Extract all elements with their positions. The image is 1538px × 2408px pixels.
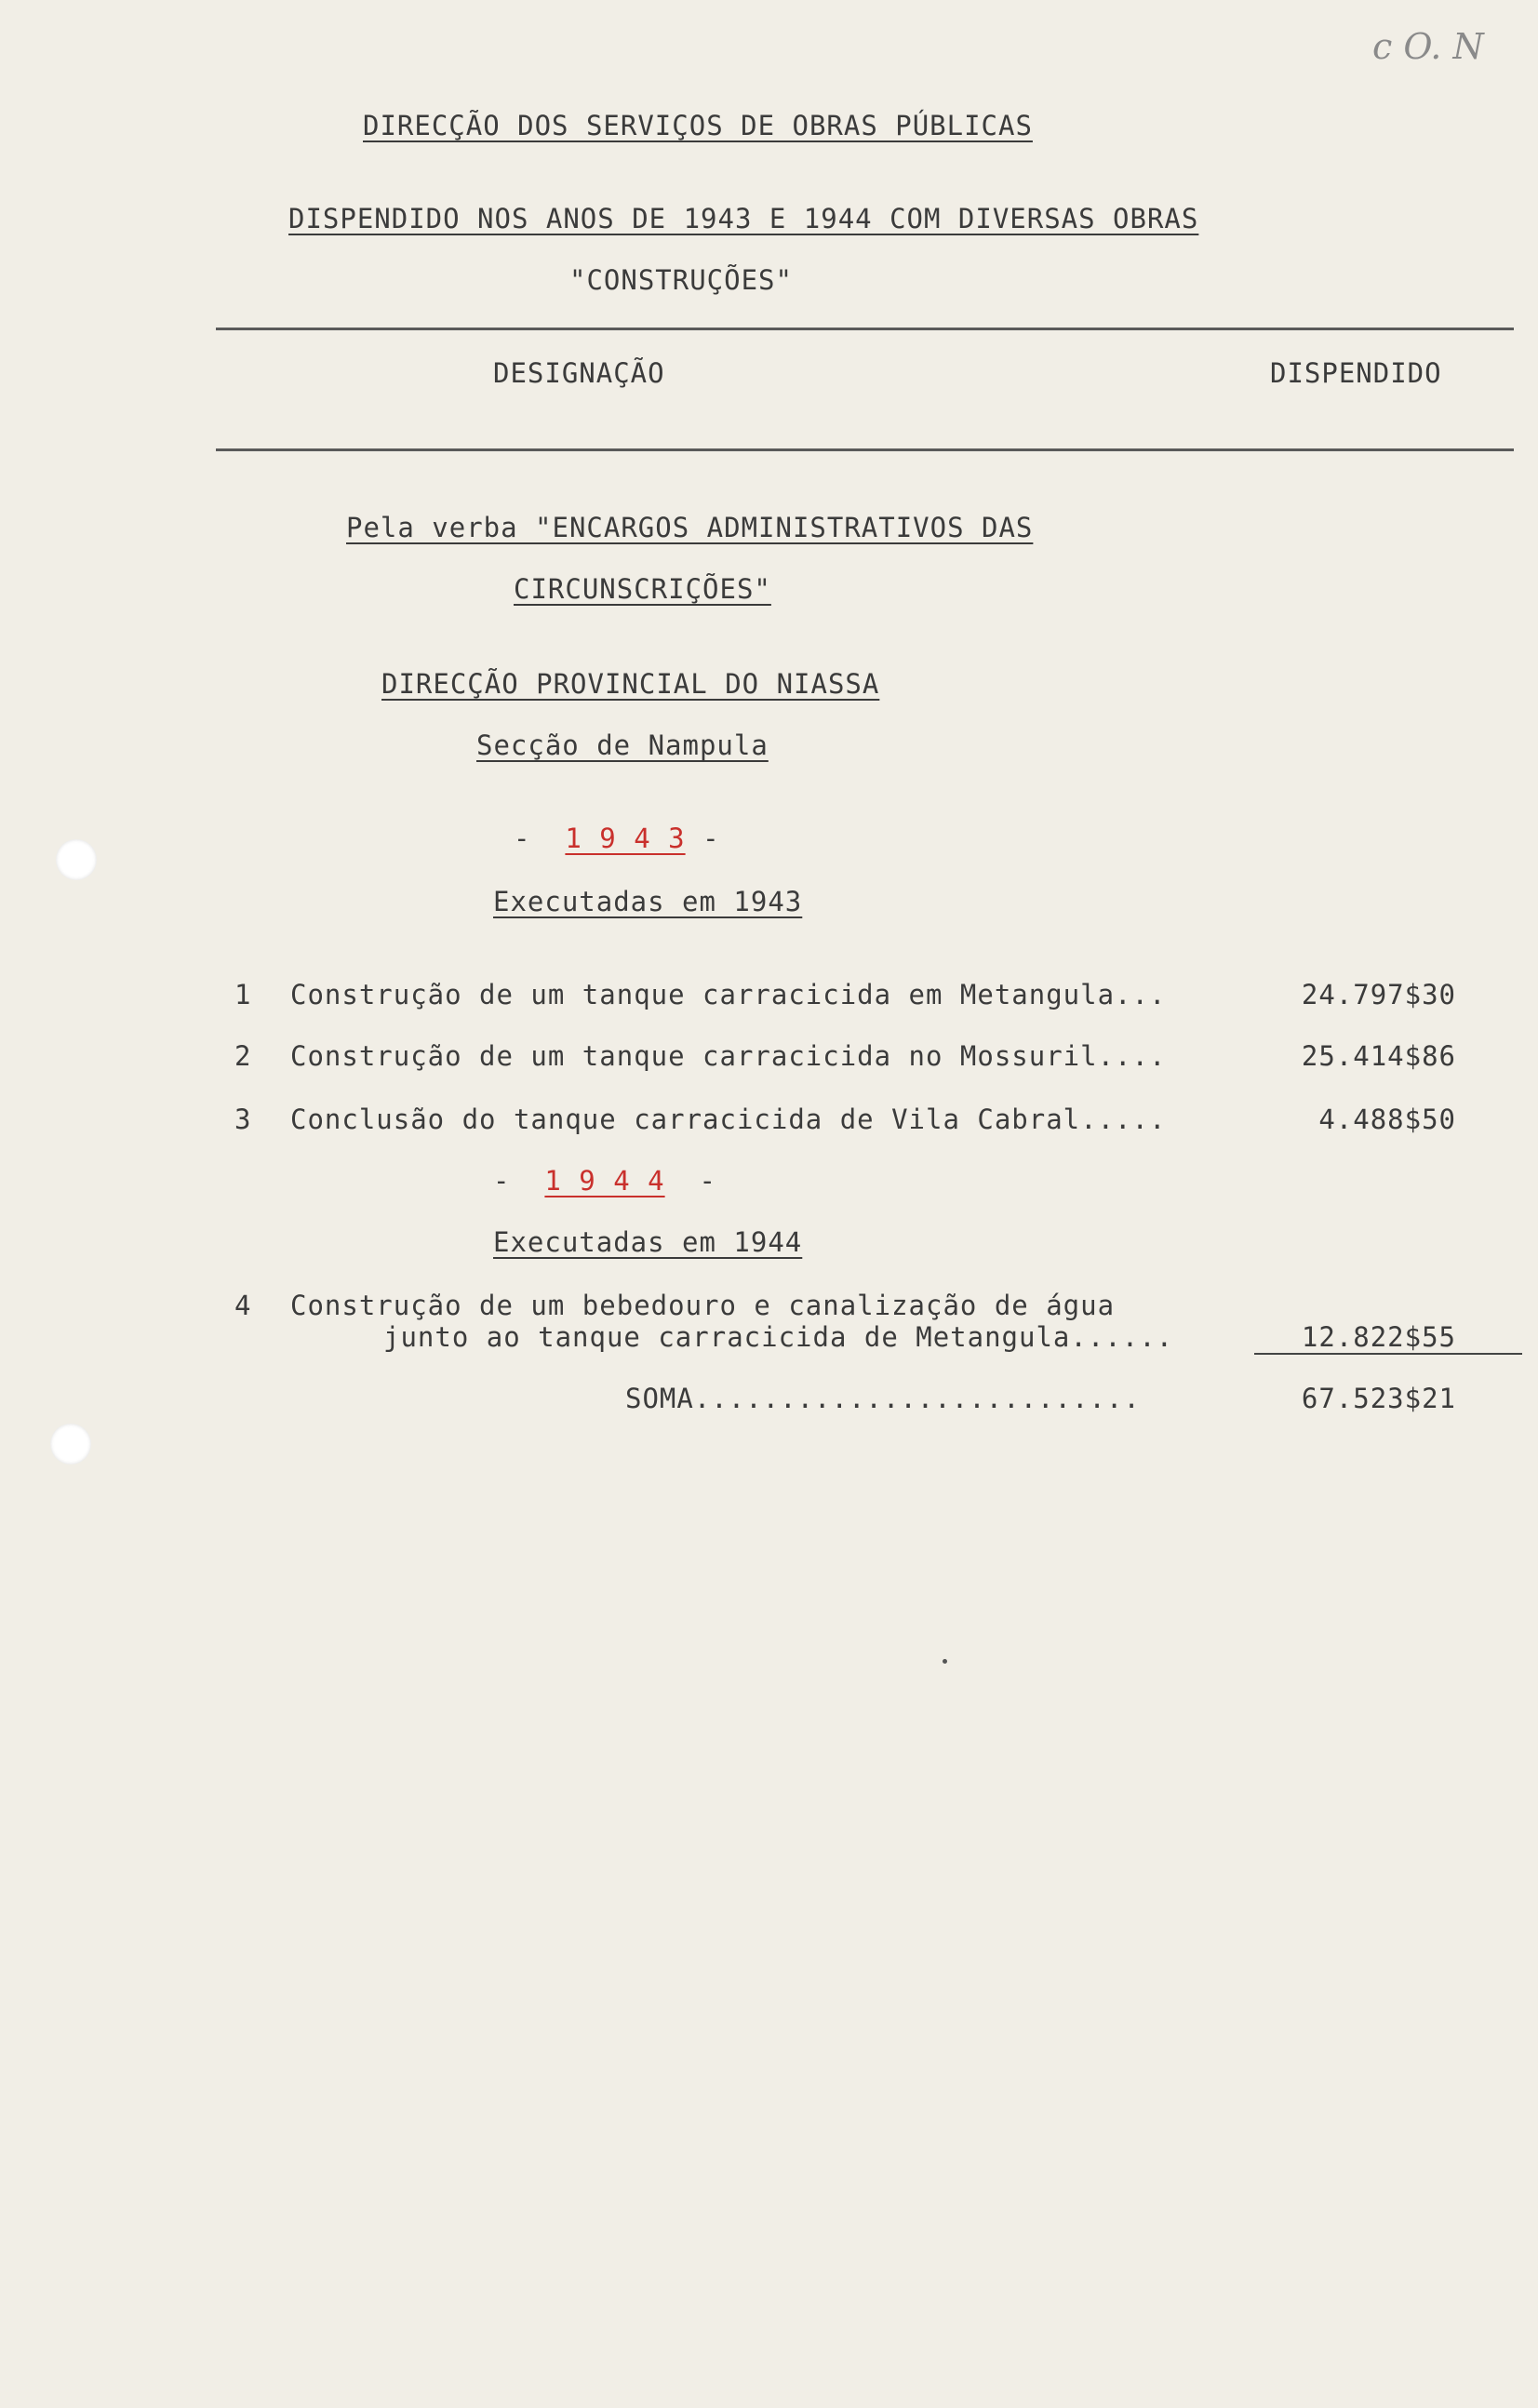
ink-speck <box>943 1659 947 1664</box>
item-amount: 4.488$50 <box>1318 1104 1456 1135</box>
item-description-line2: junto ao tanque carracicida de Metangula...... <box>383 1321 1174 1353</box>
item-amount: 24.797$30 <box>1301 979 1456 1010</box>
item-number: 4 <box>234 1290 252 1321</box>
item-number: 2 <box>234 1040 252 1072</box>
verba-line1: Pela verba "ENCARGOS ADMINISTRATIVOS DAS <box>346 512 1034 543</box>
column-header-dispendido: DISPENDIDO <box>1270 357 1442 389</box>
item-description-line1: Construção de um bebedouro e canalização de água <box>290 1290 1116 1321</box>
year-1943-heading: - 1 9 4 3 - <box>514 823 720 854</box>
heading-line1: DIRECÇÃO DOS SERVIÇOS DE OBRAS PÚBLICAS <box>363 110 1033 141</box>
executadas-1944: Executadas em 1944 <box>493 1226 803 1258</box>
header-rule-bottom <box>216 448 1514 451</box>
year-1944: 1 9 4 4 <box>544 1165 665 1197</box>
heading-line2: DISPENDIDO NOS ANOS DE 1943 E 1944 COM DIVERSAS OBRAS <box>288 203 1199 234</box>
item-amount: 25.414$86 <box>1301 1040 1456 1072</box>
header-rule-top <box>216 328 1514 330</box>
item-number: 1 <box>234 979 252 1010</box>
item-description: Construção de um tanque carracicida no Mossuril.... <box>290 1040 1167 1072</box>
soma-amount: 67.523$21 <box>1301 1383 1456 1414</box>
punch-hole-bottom <box>50 1424 91 1465</box>
column-header-designacao: DESIGNAÇÃO <box>493 357 665 389</box>
item-amount: 12.822$55 <box>1301 1321 1456 1353</box>
soma-label: SOMA.......................... <box>625 1383 1141 1414</box>
verba-line2: CIRCUNSCRIÇÕES" <box>514 573 771 605</box>
item-description: Construção de um tanque carracicida em Metangula... <box>290 979 1167 1010</box>
item-description: Conclusão do tanque carracicida de Vila Cabral..... <box>290 1104 1167 1135</box>
heading-line3: "CONSTRUÇÕES" <box>569 264 793 296</box>
punch-hole-top <box>56 839 97 880</box>
item-number: 3 <box>234 1104 252 1135</box>
year-1943: 1 9 4 3 <box>565 823 686 854</box>
pencil-note: c O. N <box>1372 26 1484 67</box>
seccao-nampula: Secção de Nampula <box>476 729 769 761</box>
executadas-1943: Executadas em 1943 <box>493 886 803 917</box>
direccao-provincial: DIRECÇÃO PROVINCIAL DO NIASSA <box>381 668 880 700</box>
year-1944-heading: - 1 9 4 4 - <box>493 1165 716 1197</box>
sum-rule <box>1254 1353 1522 1355</box>
